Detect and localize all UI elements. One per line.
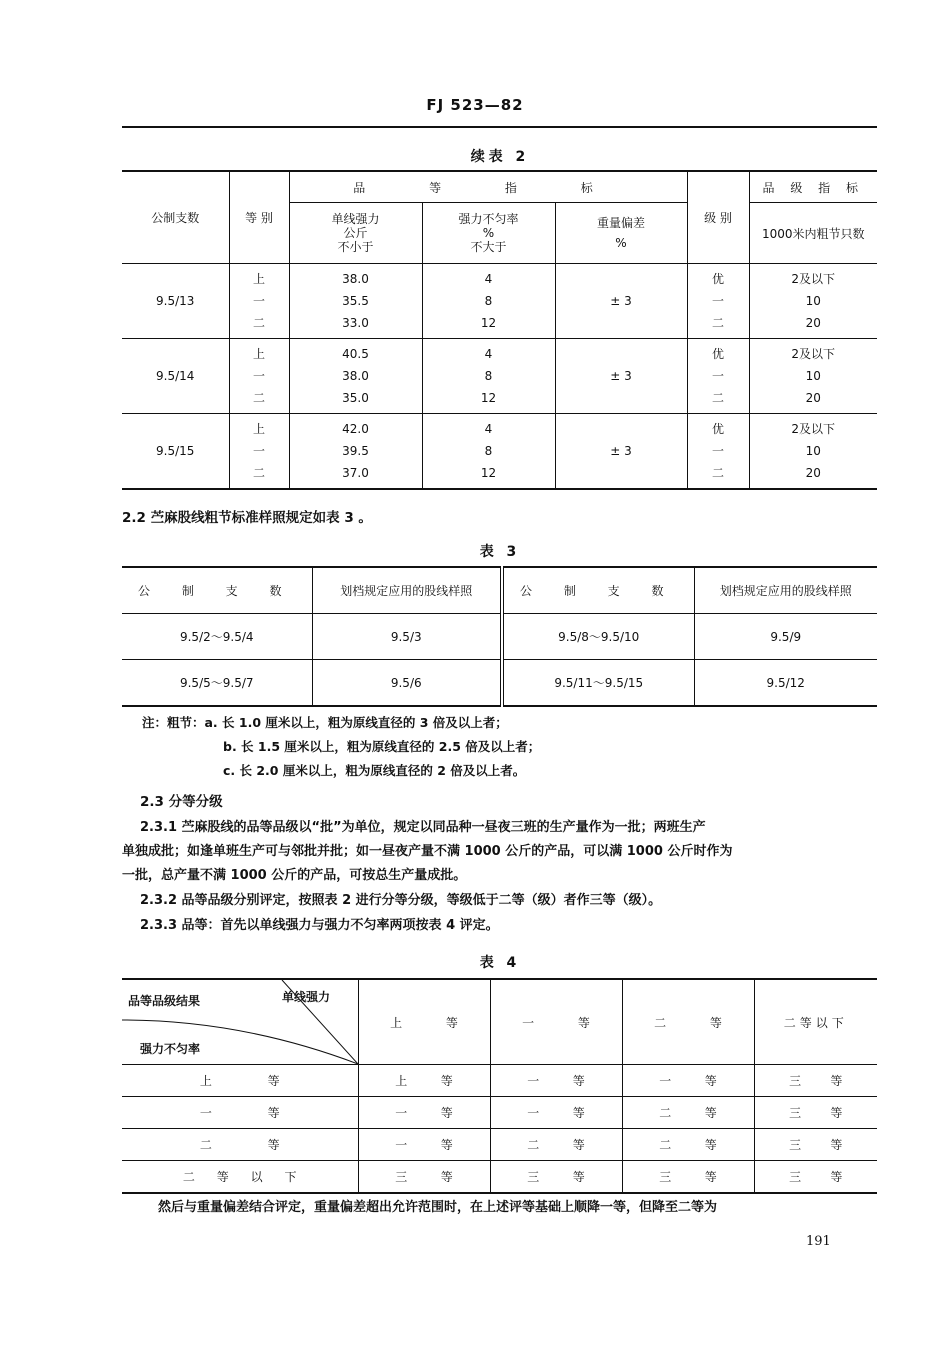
closing-paragraph: 然后与重量偏差结合评定，重量偏差超出允许范围时，在上述评等基础上顺降一等，但降至二等为 [158,1200,718,1215]
t4-row-label: 二 等 以 下 [122,1161,358,1194]
count-cell: 9.5/13 [122,264,229,339]
group-level-header: 品 级 指 标 [749,171,877,203]
t3-cell: 9.5/2～9.5/4 [122,614,312,660]
t4-row-label: 二 等 [122,1129,358,1161]
strength-label: 单线强力 [331,212,380,226]
t4-col-header: 二等以下 [754,979,877,1065]
t4-row-label: 上 等 [122,1065,358,1097]
t3-cell: 9.5/3 [312,614,502,660]
page-number: 191 [806,1234,831,1249]
cv-cell: 4 8 12 [422,264,555,339]
neps-cell: 2及以下 10 20 [749,264,877,339]
note-c: c. 长 2.0 厘米以上，粗为原线直径的 2 倍及以上者。 [223,763,526,778]
document-code: FJ 523—82 [426,96,524,114]
table-row [122,1097,877,1129]
col-strength-header [289,203,422,264]
t3-h1: 公 制 支 数 [122,567,312,614]
t4-cell: 一 等 [358,1129,490,1161]
count-cell: 9.5/14 [122,339,229,414]
group-quality-header: 品 等 指 标 [289,171,687,203]
t4-row-label: 一 等 [122,1097,358,1129]
table2 [122,170,877,490]
t3-cell: 9.5/12 [694,660,877,707]
t4-cell: 三 等 [754,1161,877,1194]
t4-cell: 三 等 [754,1065,877,1097]
neps-cell: 2及以下 10 20 [749,339,877,414]
cv-unit: % [482,226,495,240]
t4-cell: 二 等 [622,1097,754,1129]
t3-cell: 9.5/5～9.5/7 [122,660,312,707]
t4-cell: 二 等 [622,1129,754,1161]
t4-col-header: 上 等 [358,979,490,1065]
table-row [122,1065,877,1097]
table-row [122,1129,877,1161]
level-cell: 优 一 二 [687,264,749,339]
table2-caption: 续表 2 [470,149,530,165]
table3 [122,566,877,707]
t3-cell: 9.5/6 [312,660,502,707]
t4-col-header: 二 等 [622,979,754,1065]
weight-cell: ± 3 [555,339,687,414]
section-2-2: 2.2 苎麻股线粗节标准样照规定如表 3 。 [122,510,372,526]
count-cell: 9.5/15 [122,414,229,490]
t4-cell: 一 等 [490,1065,622,1097]
weight-cell: ± 3 [555,414,687,490]
t3-cell: 9.5/11～9.5/15 [502,660,694,707]
table-row [122,264,877,339]
cv-label: 强力不匀率 [458,212,519,226]
strength-cell: 42.0 39.5 37.0 [289,414,422,490]
diag-top-label: 单线强力 [282,990,331,1004]
weight-cell: ± 3 [555,264,687,339]
t4-cell: 二 等 [490,1129,622,1161]
table3-header-row [122,567,877,614]
note-a: 注：粗节：a. 长 1.0 厘米以上，粗为原线直径的 3 倍及以上者； [142,715,508,730]
t4-cell: 上 等 [358,1065,490,1097]
t4-col-header: 一 等 [490,979,622,1065]
t4-cell: 三 等 [358,1161,490,1194]
table4 [122,978,877,1194]
diagonal-header-cell [122,979,358,1065]
t4-cell: 一 等 [358,1097,490,1129]
note-b: b. 长 1.5 厘米以上，粗为原线直径的 2.5 倍及以上者； [223,739,541,754]
t3-h3: 公 制 支 数 [502,567,694,614]
section-2-3-1-line1: 2.3.1 苎麻股线的品等品级以“批”为单位，规定以同品种一昼夜三班的生产量作为一批；两班生产 [140,820,706,835]
t4-cell: 三 等 [622,1161,754,1194]
table-row [122,339,877,414]
col-cv-header [422,203,555,264]
level-cell: 优 一 二 [687,414,749,490]
t4-cell: 一 等 [490,1097,622,1129]
t3-h2: 划档规定应用的股线样照 [312,567,502,614]
table-row [122,614,877,660]
t3-h4: 划档规定应用的股线样照 [694,567,877,614]
strength-unit: 公斤 [343,226,368,240]
col-grade-header: 等 别 [229,171,289,264]
table3-caption: 表 3 [479,544,521,560]
grade-cell: 上 一 二 [229,264,289,339]
grade-cell: 上 一 二 [229,414,289,490]
col-count-header: 公制支数 [122,171,229,264]
t3-cell: 9.5/9 [694,614,877,660]
t3-cell: 9.5/8～9.5/10 [502,614,694,660]
table4-header-row [122,979,877,1065]
strength-cell: 40.5 38.0 35.0 [289,339,422,414]
table-row [122,1161,877,1194]
cv-cell: 4 8 12 [422,339,555,414]
t4-cell: 三 等 [754,1129,877,1161]
level-cell: 优 一 二 [687,339,749,414]
section-2-3-2: 2.3.2 品等品级分别评定，按照表 2 进行分等分级，等级低于二等（级）者作三等（级）。 [140,893,662,908]
grade-cell: 上 一 二 [229,339,289,414]
table-row [122,660,877,707]
section-2-3-3: 2.3.3 品等：首先以单线强力与强力不匀率两项按表 4 评定。 [140,918,499,933]
cv-limit: 不大于 [470,240,507,254]
cv-cell: 4 8 12 [422,414,555,490]
neps-cell: 2及以下 10 20 [749,414,877,490]
t4-cell: 三 等 [490,1161,622,1194]
strength-limit: 不小于 [337,240,374,254]
weight-label: 重量偏差 [596,216,645,230]
col-weight-header [555,203,687,264]
section-2-3-1-line3: 一批，总产量不满 1000 公斤的产品，可按总生产量成批。 [122,868,467,883]
t4-cell: 一 等 [622,1065,754,1097]
col-neps-header: 1000米内粗节只数 [749,203,877,264]
col-level-header: 级 别 [687,171,749,264]
section-2-3-title: 2.3 分等分级 [140,794,223,810]
strength-cell: 38.0 35.5 33.0 [289,264,422,339]
table4-caption: 表 4 [479,955,521,971]
diag-bottom-label: 强力不匀率 [140,1042,201,1056]
section-2-3-1-line2: 单独成批；如逢单班生产可与邻批并批；如一昼夜产量不满 1000 公斤的产品，可以满 1000 公斤时作为 [122,844,733,859]
diag-mid-label: 品等品级结果 [128,994,201,1008]
t4-cell: 三 等 [754,1097,877,1129]
table-row [122,414,877,490]
header-rule [122,126,877,128]
weight-unit: % [615,236,627,250]
